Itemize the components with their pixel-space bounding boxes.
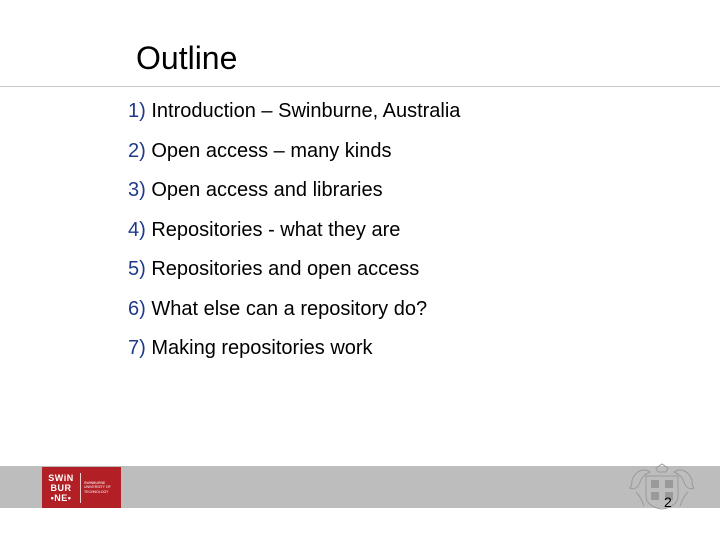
logo-mark-line: SWiN [48,472,74,483]
outline-item-text: Repositories - what they are [151,218,401,241]
logo-mark [42,473,80,503]
outline-item-text: Repositories and open access [151,258,420,280]
outline-item-number: 4) [128,218,146,241]
outline-item [128,136,460,176]
outline-list [128,96,460,373]
logo-divider [80,473,81,503]
logo-subtitle-line: SWINBURNE [84,480,106,485]
logo-subtitle [81,481,111,495]
title-divider [0,86,720,87]
outline-item-text: Open access – many kinds [151,139,392,162]
outline-item [128,333,460,373]
outline-item-number: 5) [128,258,146,280]
outline-item-number: 7) [128,337,146,359]
logo-mark-line: BUR [50,482,72,493]
logo-subtitle-line: TECHNOLOGY [84,489,109,494]
swinburne-logo [42,467,121,508]
outline-item-text: Open access and libraries [151,179,383,201]
logo-subtitle-line: UNIVERSITY OF [84,485,111,490]
outline-item-text: Introduction – Swinburne, Australia [151,100,461,122]
slide-title: Outline [136,40,238,76]
outline-item-text: Making repositories work [151,337,373,359]
outline-item-number: 1) [128,100,146,122]
page-number: 2 [664,494,672,510]
outline-item-number: 2) [128,139,146,162]
outline-item [128,175,460,215]
university-crest-icon [626,462,698,510]
outline-item-text: What else can a repository do? [151,297,428,320]
outline-item [128,294,460,334]
logo-mark-line: •NE• [50,492,72,503]
outline-item [128,96,460,136]
outline-item-number: 6) [128,297,146,320]
outline-item [128,215,460,255]
outline-item [128,254,460,294]
outline-item-number: 3) [128,179,146,201]
